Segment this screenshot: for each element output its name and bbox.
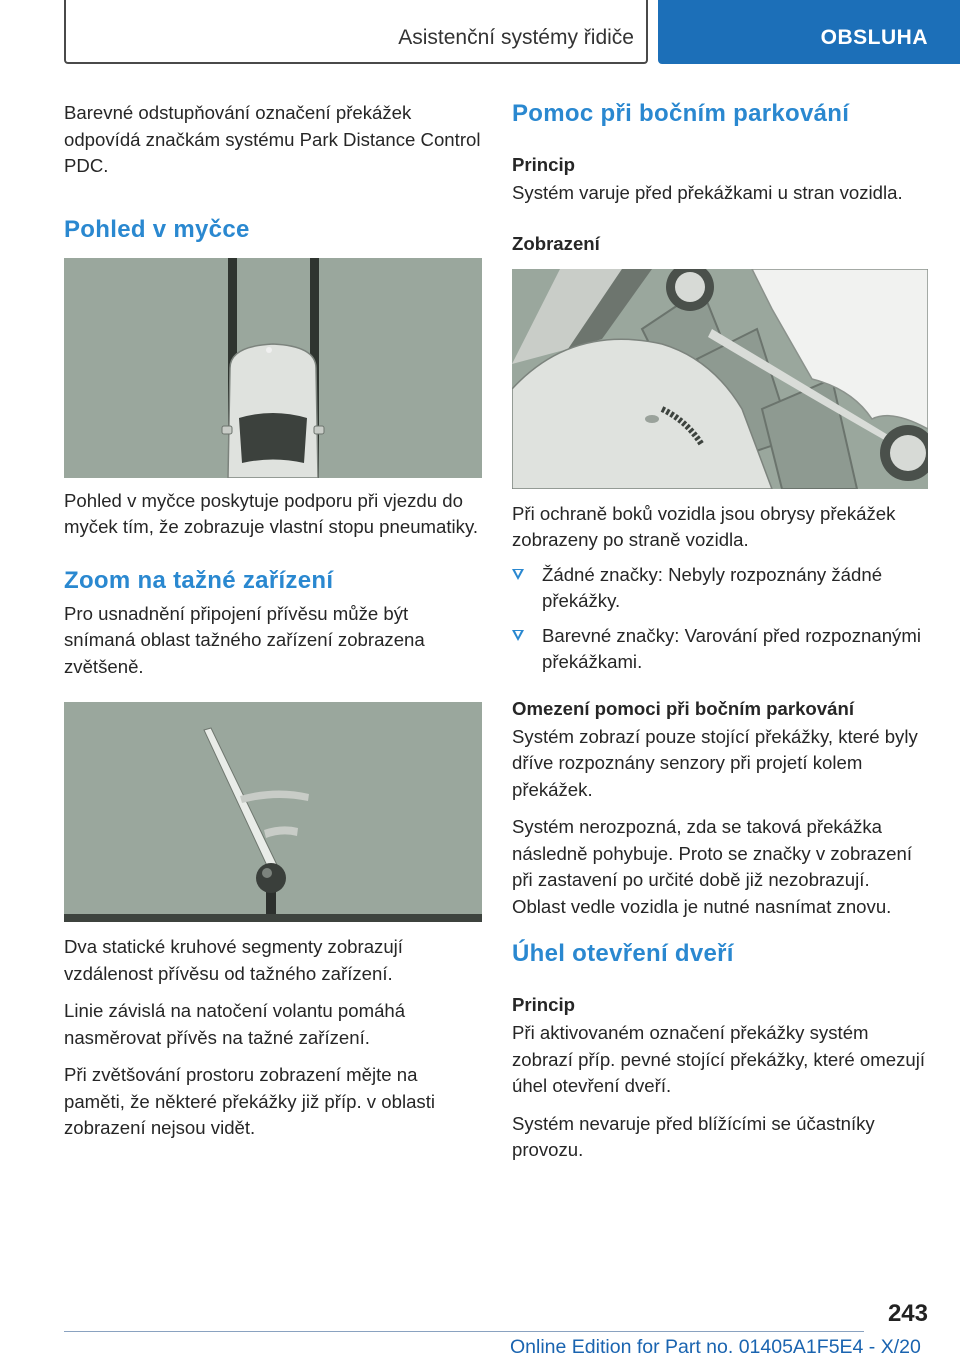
- wash-heading: Pohled v myčce: [64, 215, 250, 243]
- zoom-paragraph-1: Dva statické kruhové segmenty zobrazují vzdálenost přívěsu od tažného zařízení.: [64, 936, 403, 984]
- list-item: Barevné značky: Varování před rozpoznanými překážkami.: [512, 623, 928, 676]
- wash-paragraph: Pohled v myčce poskytuje podporu při vjezdu do myček tím, že zobrazuje vlastní stopu pneumatiky.: [64, 489, 479, 537]
- principle-paragraph: Systém varuje před překážkami u stran vozidla.: [512, 182, 903, 203]
- limits-paragraph-1: Systém zobrazí pouze stojící překážky, které byly dříve rozpoznány senzory při projetí kolem překážek.: [512, 725, 918, 800]
- limits-heading: Omezení pomoci při bočním parkování: [512, 697, 854, 719]
- zoom-paragraph-3: Při zvětšování prostoru zobrazení mějte na paměti, že některé překážky již příp. v oblasti zobrazení nejsou vidět.: [64, 1064, 436, 1138]
- limits-paragraph-2: Systém nerozpozná, zda se taková překážka následně pohybuje. Proto se značky v zobrazení při zastavení po určité době již nezobrazují. Oblast vedle vozidla je nutné nasnímat znovu.: [512, 816, 913, 917]
- list-item: Žádné značky: Nebyly rozpoznány žádné překážky.: [512, 562, 928, 615]
- right-column: [512, 100, 928, 1175]
- chapter-title: Asistenční systémy řidiče: [398, 26, 634, 49]
- section-title: OBSLUHA: [820, 26, 928, 49]
- marker-list: [512, 562, 928, 676]
- header-section-tab: [658, 0, 960, 64]
- principle-heading: Princip: [512, 154, 576, 175]
- car-wash-view-image: [64, 258, 482, 478]
- side-parking-view-image: [512, 269, 928, 489]
- display-paragraph: Při ochraně boků vozidla jsou obrysy překážek zobrazeny po straně vozidla.: [512, 502, 896, 550]
- page-number: 243: [887, 1300, 928, 1327]
- bullet-triangle-icon: [512, 569, 524, 580]
- zoom-heading: Zoom na tažné zařízení: [64, 566, 334, 594]
- header-chapter-box: [64, 0, 648, 64]
- side-parking-heading: Pomoc při bočním parkování: [512, 100, 850, 127]
- zoom-paragraph: Pro usnadnění připojení přívěsu může být snímaná oblast tažného zařízení zobrazena zvětšeně.: [64, 602, 425, 677]
- door-principle-heading: Princip: [512, 994, 576, 1015]
- intro-paragraph: Barevné odstupňování označení překážek odpovídá značkám systému Park Distance Control PDC.: [64, 102, 481, 176]
- trailer-hitch-zoom-image: [64, 702, 482, 922]
- door-paragraph-1: Při aktivovaném označení překážky systém zobrazí příp. pevné stojící překážky, které omezují úhel otevření dveří.: [512, 1022, 926, 1096]
- bullet-triangle-icon: [512, 630, 524, 641]
- zoom-paragraph-2: Linie závislá na natočení volantu pomáhá nasměrovat přívěs na tažné zařízení.: [64, 1000, 406, 1048]
- display-heading: Zobrazení: [512, 232, 600, 254]
- left-column: [64, 100, 482, 1153]
- door-paragraph-2: Systém nevaruje před blížícími se účastníky provozu.: [512, 1112, 875, 1160]
- door-angle-heading: Úhel otevření dveří: [512, 940, 734, 967]
- footer-divider: [64, 1331, 864, 1332]
- footer-edition-link[interactable]: Online Edition for Part no. 01405A1F5E4 - X/20: [510, 1336, 921, 1358]
